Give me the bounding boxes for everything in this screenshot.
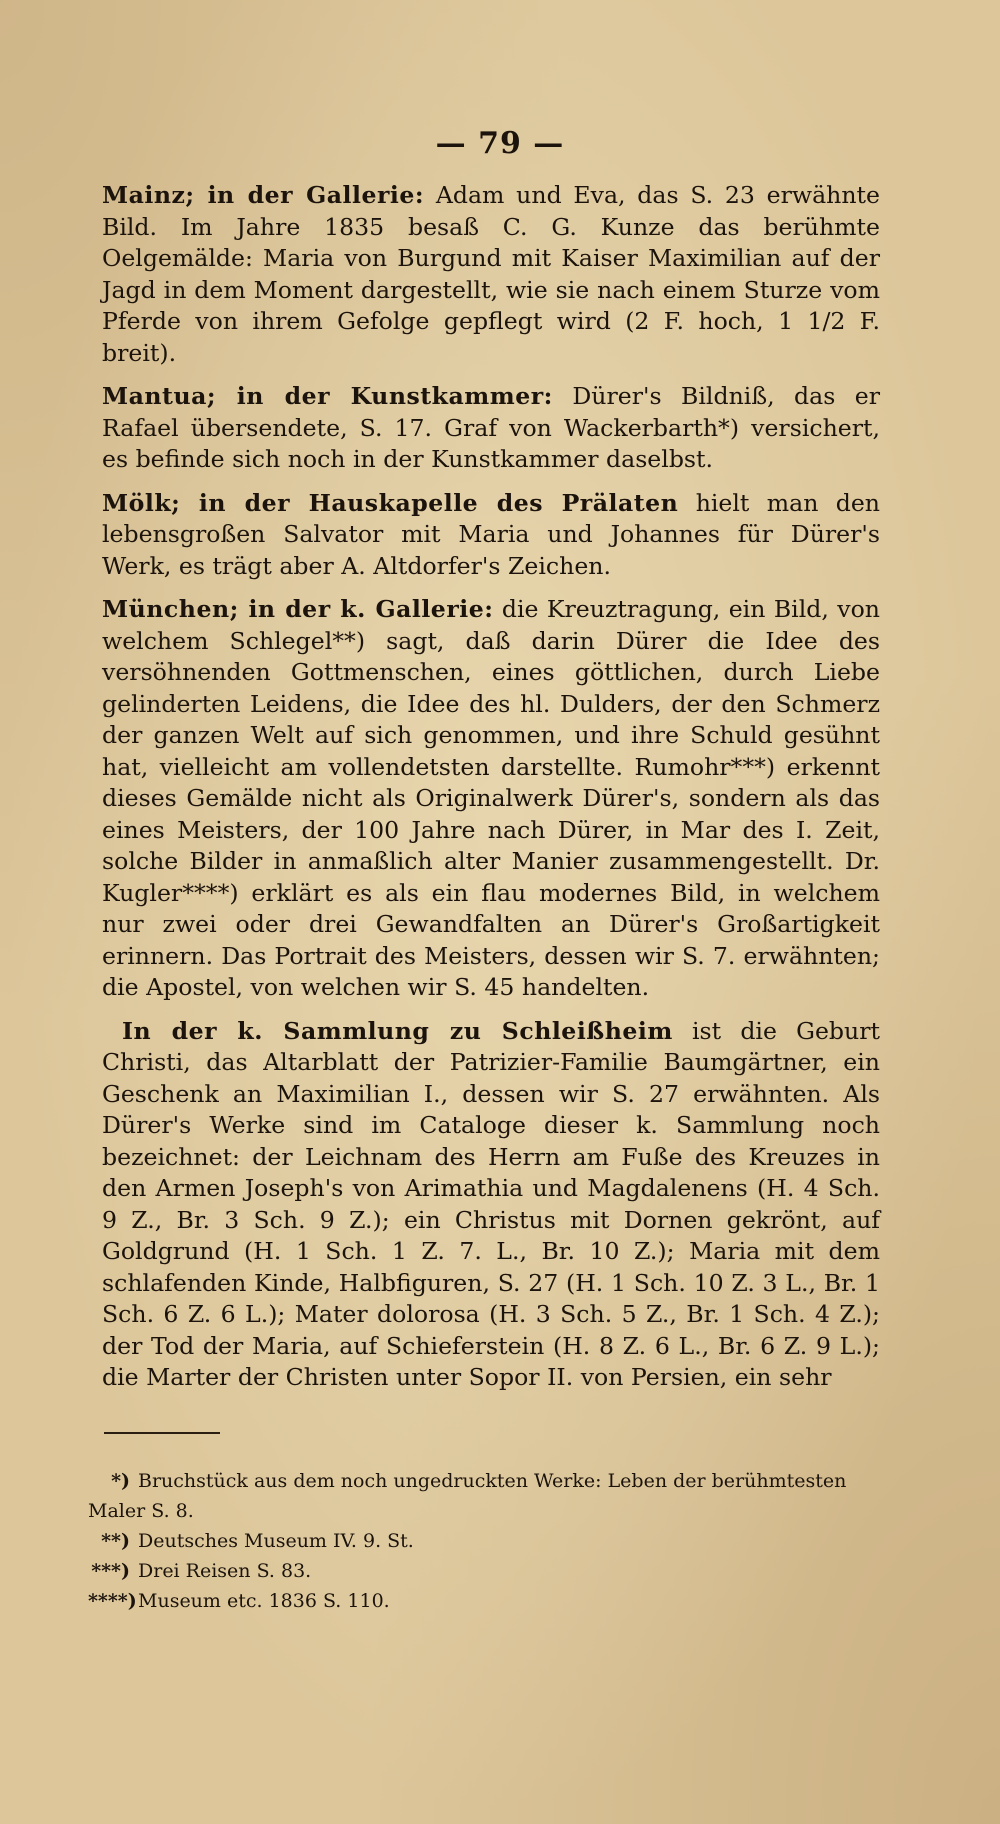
footnote-mark: *) bbox=[111, 1470, 130, 1492]
footnote-divider bbox=[104, 1432, 220, 1434]
footnote-mark: ***) bbox=[91, 1560, 130, 1582]
entry-keyword: München; in der k. Gallerie: bbox=[102, 595, 494, 623]
entry-text: hielt man den lebensgroßen Salvator mit Maria und Johannes für Dürer's Werk, es trägt aber A. Altdorfer's Zeichen. bbox=[102, 488, 880, 580]
footnote-mark: ****) bbox=[88, 1590, 137, 1612]
paragraph-text: ist die Geburt Christi, das Altarblatt der Patrizier-Familie Baumgärtner, ein Geschenk an Maximilian I., dessen wir S. 27 erwähnten. Als Dürer's Werke sind im Cataloge dieser k. Sammlung noch bezeichnet: der Leichnam des Herrn am Fuße des Kreuzes in den Armen Joseph's von Arimathia und Magdalenens (H. 4 Sch. 9 Z., Br. 3 Sch. 9 Z.); ein Christus mit Dornen gekrönt, auf Goldgrund (H. 1 Sch. 1 Z. 7. L., Br. 10 Z.); Maria mit dem schlafenden Kinde, Halbfiguren, S. 27 (H. 1 Sch. 10 Z. 3 L., Br. 1 Sch. 6 Z. 6 L.); Mater dolorosa (H. 3 Sch. 5 Z., Br. 1 Sch. 4 Z.); der Tod der Maria, auf Schieferstein (H. 8 Z. 6 L., Br. 6 Z. 9 L.); die Marter der Christen unter Sopor II. von Persien, ein sehr bbox=[102, 1016, 880, 1391]
footnote-mark: **) bbox=[101, 1530, 130, 1552]
entry-moelk bbox=[102, 488, 880, 583]
entry-mantua bbox=[102, 381, 880, 476]
footnotes bbox=[88, 1466, 888, 1616]
footnote-text: Museum etc. 1836 S. 110. bbox=[138, 1590, 390, 1612]
entry-text: die Kreuztragung, ein Bild, von welchem Schlegel**) sagt, daß darin Dürer die Idee des versöhnenden Gottmenschen, eines göttlichen, durch Liebe gelinderten Leidens, die Idee des hl. Dulders, der den Schmerz der ganzen Welt auf sich genommen, und ihre Schuld gesühnt hat, vielleicht am vollendetsten darstellte. Rumohr***) erkennt dieses Gemälde nicht als Originalwerk Dürer's, sondern als das eines Meisters, der 100 Jahre nach Dürer, in Mar des I. Zeit, solche Bilder in anmaßlich alter Manier zusammengestellt. Dr. Kugler****) erklärt es als ein flau modernes Bild, in welchem nur zwei oder drei Gewandfalten an Dürer's Großartigkeit erinnern. Das Portrait des Meisters, dessen wir S. 7. erwähnten; die Apostel, von welchen wir S. 45 handelten. bbox=[102, 595, 881, 1001]
entry-text: Dürer's Bildniß, das er Rafael übersendete, S. 17. Graf von Wackerbarth*) versichert, es befinde sich noch in der Kunstkammer daselbst. bbox=[102, 382, 881, 473]
footnote bbox=[88, 1466, 888, 1526]
footnote-text: Deutsches Museum IV. 9. St. bbox=[138, 1530, 414, 1552]
footnote-text: Drei Reisen S. 83. bbox=[138, 1560, 312, 1582]
entry-text: Adam und Eva, das S. 23 erwähnte Bild. Im Jahre 1835 besaß C. G. Kunze das berühmte Oelgemälde: Maria von Burgund mit Kaiser Maximilian auf der Jagd in dem Moment dargestellt, wie sie nach einem Sturze vom Pferde von ihrem Gefolge gepflegt wird (2 F. hoch, 1 1/2 F. breit). bbox=[102, 181, 881, 367]
page-number: — 79 — bbox=[435, 126, 565, 161]
footnote bbox=[88, 1586, 888, 1616]
footnote-text: Bruchstück aus dem noch ungedruckten Werke: Leben der berühmtesten Maler S. 8. bbox=[88, 1470, 847, 1522]
footnote bbox=[88, 1556, 888, 1586]
paragraph-keyword: In der k. Sammlung zu Schleißheim bbox=[122, 1016, 673, 1045]
entry-keyword: Mantua; in der Kunstkammer: bbox=[102, 382, 553, 410]
entry-keyword: Mainz; in der Gallerie: bbox=[102, 181, 425, 209]
entry-muenchen bbox=[102, 594, 880, 1004]
entry-keyword: Mölk; in der Hauskapelle des Prälaten bbox=[102, 488, 679, 517]
footnote bbox=[88, 1526, 888, 1556]
entry-mainz bbox=[102, 180, 880, 369]
paragraph-schleissheim bbox=[102, 1016, 880, 1394]
main-text bbox=[102, 180, 880, 1406]
